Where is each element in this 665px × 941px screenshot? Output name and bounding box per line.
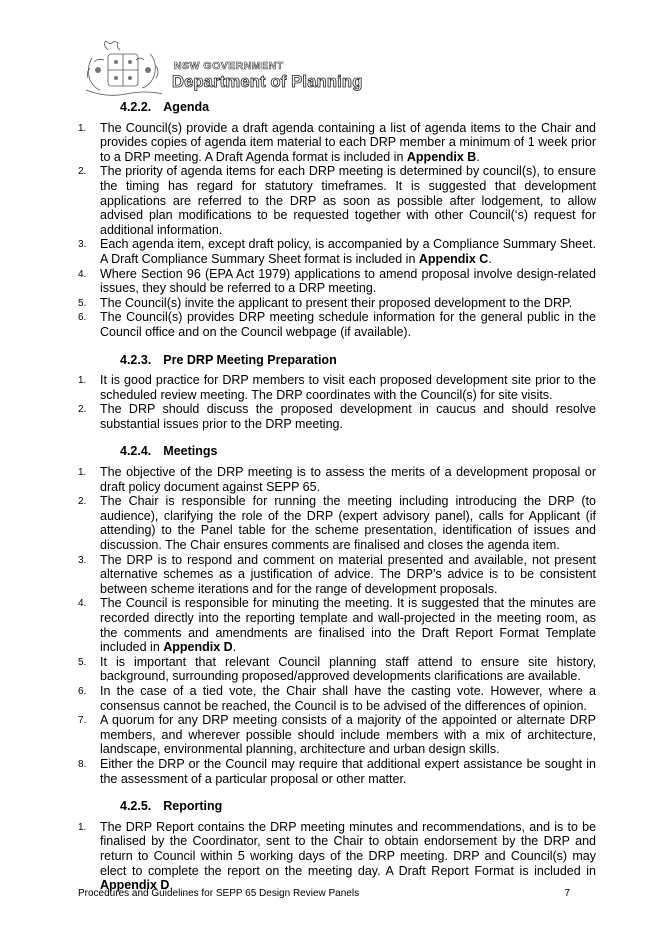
list-item-text: It is good practice for DRP members to visit each proposed development site prior to the scheduled review meeting. The DRP coordinates with the Council(s) for site visits.	[100, 373, 596, 402]
section-heading	[120, 351, 596, 368]
list-item-number: 2.	[78, 496, 87, 508]
appendix-reference: Appendix C	[418, 251, 489, 266]
list-item-number: 1.	[78, 375, 87, 387]
footer-document-title: Procedures and Guidelines for SEPP 65 Design Review Panels	[78, 888, 360, 899]
page-number: 7	[564, 888, 570, 899]
numbered-list	[78, 121, 596, 340]
section-number: 4.2.5.	[120, 799, 152, 814]
section-title: Agenda	[163, 100, 210, 114]
department-title: Department of Planning	[172, 73, 363, 91]
numbered-list	[78, 373, 596, 431]
list-item	[78, 164, 596, 237]
section-heading	[120, 442, 596, 459]
list-item	[78, 121, 596, 165]
list-item-punctuation: .	[232, 640, 237, 655]
list-item-number: 3.	[78, 239, 87, 251]
list-item-text: The DRP is to respond and comment on material presented and available, not present alternative schemes as a justification of advice. The DRP’s advice is to be consistent between scheme iterations and for the range of development proposals.	[100, 552, 596, 596]
list-item-text: The Council(s) provides DRP meeting schedule information for the general public in the Council office and on the Council webpage (if available).	[100, 310, 596, 339]
section-4-2-3	[78, 351, 596, 432]
numbered-list	[78, 465, 596, 786]
list-item	[78, 465, 596, 494]
section-number: 4.2.2.	[120, 100, 152, 114]
section-4-2-4	[78, 442, 596, 786]
page-footer	[78, 888, 596, 899]
list-item-number: 6.	[78, 312, 87, 324]
list-item-text: The priority of agenda items for each DRP meeting is determined by council(s), to ensure the timing has regard for statutory timeframes. It is suggested that development applications are referred to the DRP as soon as possible after lodgement, to allow advised plan modifications to be requested together with other Council(‘s) request for additional information.	[100, 164, 596, 237]
list-item-number: 1.	[78, 467, 87, 479]
appendix-reference: Appendix B	[406, 149, 477, 164]
list-item-text: The Council(s) provide a draft agenda containing a list of agenda items to the Chair and provides copies of agenda item material to each DRP member a minimum of 1 week prior to a DRP meeting. A Draft Agenda format is included in	[100, 120, 596, 164]
list-item-punctuation: .	[169, 878, 173, 893]
list-item	[78, 757, 596, 786]
appendix-reference: Appendix D	[100, 878, 170, 893]
nsw-coat-of-arms-logo	[78, 40, 170, 100]
appendix-reference: Appendix D	[163, 640, 233, 655]
list-item-text: The Chair is responsible for running the meeting including introducing the DRP (to audience), clarifying the role of the DRP (expert advisory panel), calls for Applicant (if attending) to the Panel table for the scheme presentation, identification of issues and discussion. The Chair ensures comments are finalised and closes the agenda item.	[100, 494, 596, 553]
list-item	[78, 373, 596, 402]
list-item-number: 4.	[78, 268, 87, 280]
section-title: Meetings	[163, 444, 218, 459]
list-item-number: 7.	[78, 715, 87, 727]
list-item-punctuation: .	[488, 251, 492, 266]
government-label: NSW GOVERNMENT	[174, 60, 284, 72]
list-item-punctuation: .	[476, 149, 480, 164]
list-item-number: 5.	[78, 297, 87, 309]
list-item-number: 1.	[78, 122, 87, 134]
list-item-text: The DRP Report contains the DRP meeting minutes and recommendations, and is to be finalised by the Coordinator, sent to the Chair to obtain endorsement by the DRP and return to Council within 5 working days of the DRP meeting. DRP and Council(s) may elect to complete the report on the meeting day. A Draft Report Format is included in	[100, 819, 596, 878]
list-item	[78, 267, 596, 296]
list-item-number: 2.	[78, 404, 87, 416]
list-item	[78, 553, 596, 597]
list-item-text: A quorum for any DRP meeting consists of a majority of the appointed or alternate DRP members, and wherever possible should include members with a mix of architecture, landscape, environmental planning, architecture and urban design skills.	[100, 713, 596, 757]
list-item-number: 4.	[78, 598, 87, 610]
section-4-2-5	[78, 797, 596, 893]
list-item	[78, 655, 596, 684]
list-item-number: 6.	[78, 685, 87, 697]
section-title: Reporting	[163, 799, 223, 814]
list-item	[78, 402, 596, 431]
list-item-text: It is important that relevant Council planning staff attend to ensure site history, background, surrounding proposed/approved developments clarifications are available.	[100, 654, 596, 684]
list-item-text: Either the DRP or the Council may require that additional expert assistance be sought in the assessment of a particular proposal or other matter.	[100, 756, 596, 786]
list-item-text: In the case of a tied vote, the Chair shall have the casting vote. However, where a consensus cannot be reached, the Council is to be advised of the differences of opinion.	[100, 683, 596, 713]
list-item	[78, 494, 596, 552]
list-item	[78, 684, 596, 713]
list-item	[78, 310, 596, 339]
list-item-number: 2.	[78, 166, 87, 178]
list-item	[78, 820, 596, 893]
list-item	[78, 596, 596, 654]
list-item-number: 8.	[78, 758, 87, 770]
section-number: 4.2.3.	[120, 352, 152, 367]
list-item-number: 3.	[78, 554, 87, 566]
list-item-text: The Council(s) invite the applicant to present their proposed development to the DRP.	[100, 295, 573, 310]
list-item	[78, 713, 596, 757]
list-item-number: 5.	[78, 656, 87, 668]
list-item-text: The objective of the DRP meeting is to assess the merits of a development proposal or draft policy document against SEPP 65.	[100, 465, 596, 494]
list-item-text: The Council is responsible for minuting the meeting. It is suggested that the minutes are recorded directly into the reporting template and wall-projected in the meeting room, as the comments and amendments are finalised into the Draft Report Format Template included in	[100, 596, 596, 655]
section-heading	[120, 98, 596, 115]
list-item-text: Where Section 96 (EPA Act 1979) applications to amend proposal involve design-related issues, they should be referred to a DRP meeting.	[100, 266, 596, 296]
list-item	[78, 237, 596, 266]
document-body	[78, 98, 596, 904]
section-number: 4.2.4.	[120, 444, 152, 459]
list-item-number: 1.	[78, 821, 87, 833]
section-title: Pre DRP Meeting Preparation	[163, 352, 337, 367]
list-item-text: Each agenda item, except draft policy, is accompanied by a Compliance Summary Sheet. A Draft Compliance Summary Sheet format is included in	[100, 237, 596, 266]
numbered-list	[78, 820, 596, 893]
list-item	[78, 296, 596, 311]
list-item-text: The DRP should discuss the proposed development in caucus and should resolve substantial issues prior to the DRP meeting.	[100, 402, 596, 431]
section-heading	[120, 797, 596, 814]
section-4-2-2	[78, 98, 596, 340]
